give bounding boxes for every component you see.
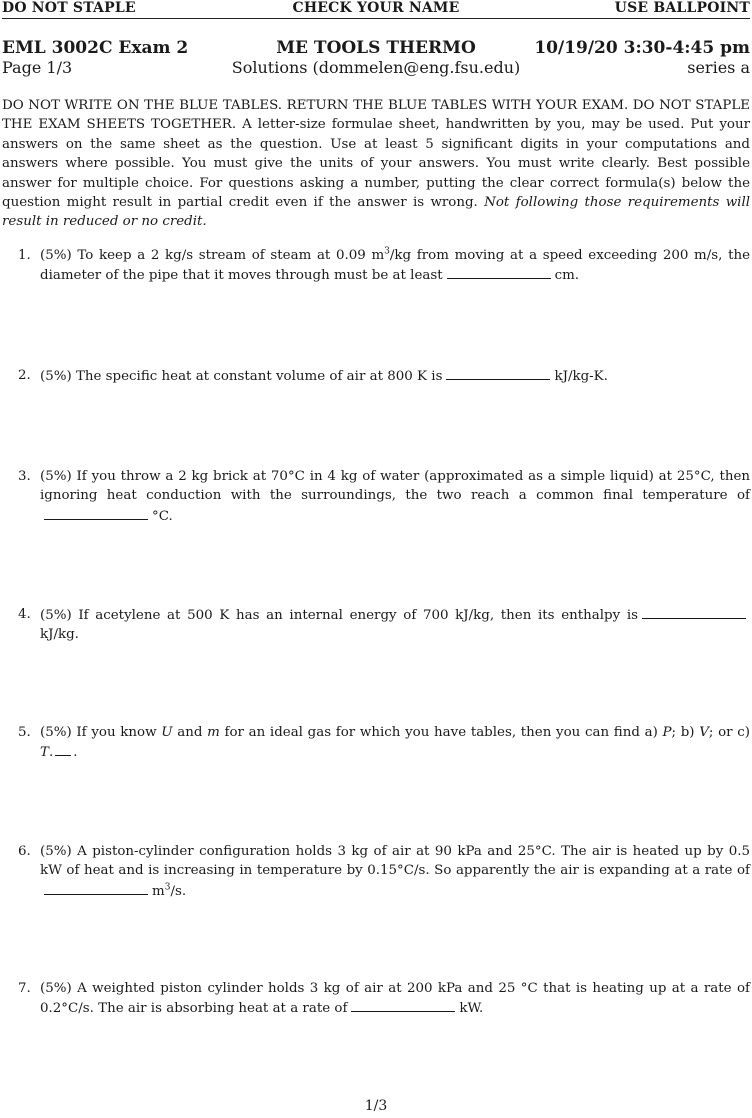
banner-do-not-staple: DO NOT STAPLE [2,0,136,16]
question-number: 7. [18,981,31,996]
question-6-text: (5%) A piston-cylinder configuration holds 3 kg of air at 90 kPa and 25°C. The air is heated up by 0.5 kW of heat and is increasing in temperature by 0.15°C/s. So apparently the air is expanding at a rate of [40,844,750,879]
answer-unit: cm. [554,268,580,284]
answer-blank[interactable] [642,605,746,619]
option-t: T [40,745,49,761]
top-banner [2,0,750,19]
superscript: 3 [384,246,390,257]
variable-u: U [161,725,173,740]
question-number: 2. [18,368,31,383]
exam-datetime: 10/19/20 3:30-4:45 pm [534,38,750,58]
question-text [40,842,750,901]
answer-unit: kW. [459,1001,484,1017]
superscript: 3 [164,882,171,893]
question-3 [18,467,750,526]
question-5-text: for an ideal gas for which you have tables, then you can find a) [219,725,663,740]
question-1 [18,246,750,286]
question-5-text: ; b) [671,725,700,740]
question-number: 3. [18,469,31,484]
question-4 [18,605,750,645]
instructions-text: DO NOT WRITE ON THE BLUE TABLES. RETURN THE BLUE TABLES WITH YOUR EXAM. DO NOT STAPLE THE EXAM SHEETS TOGETHER. A letter-size formulae sheet, handwritten by you, may be used. Put your answers on the same sheet as the question. Use at least 5 significant digits in your computations and answers where possible. You must give the units of your answers. You must write clearly. Best possible answer for multiple choice. For questions asking a number, putting the clear correct formula(s) below the question might result in partial credit even if the answer is wrong. [2,98,750,211]
question-number: 6. [18,844,31,859]
question-text [40,723,750,763]
question-5-text: (5%) If you know [40,725,162,740]
series-label: series a [687,58,750,77]
answer-unit: kJ/kg-K. [554,369,608,384]
answer-blank[interactable] [44,881,148,895]
question-5-text: . [48,745,54,761]
answer-blank[interactable] [55,742,71,756]
answer-end: . [73,745,78,761]
question-1-text: (5%) To keep a 2 kg/s stream of steam at 0.09 m [40,248,385,263]
solutions-contact: Solutions (dommelen@eng.fsu.edu) [231,58,521,77]
question-text [40,979,750,1019]
banner-check-name: CHECK YOUR NAME [292,0,460,16]
header-line-1 [2,38,750,60]
option-v: V [699,725,709,740]
question-number: 1. [18,248,31,263]
question-2 [18,366,750,386]
option-p: P [662,725,672,740]
page-indicator: Page 1/3 [2,58,73,77]
answer-blank[interactable] [446,366,550,380]
instructions-emphasis: Not following those requirements will result in reduced or no credit. [2,195,751,230]
answer-blank[interactable] [351,998,455,1012]
question-3-text: (5%) If you throw a 2 kg brick at 70°C in 4 kg of water (approximated as a simple liquid) at 25°C, then ignoring heat conduction with the surroundings, the two reach a common final temperature of [40,469,750,504]
page-number-footer: 1/3 [364,1098,388,1114]
question-7-text: (5%) A weighted piston cylinder holds 3 kg of air at 200 kPa and 25 °C that is heating up at a rate of 0.2°C/s. The air is absorbing heat at a rate of [40,981,750,1017]
question-number: 4. [18,607,31,622]
question-number: 5. [18,725,31,740]
answer-unit: kJ/kg. [40,627,79,643]
question-text [40,605,750,645]
question-2-text: (5%) The specific heat at constant volume of air at 800 K is [40,369,443,384]
variable-m: m [207,725,220,740]
answer-unit-cont: /s. [170,883,187,899]
answer-blank[interactable] [44,506,148,520]
exam-title: ME TOOLS THERMO [276,38,476,58]
question-5 [18,723,750,763]
question-text [40,467,750,526]
question-5-text: ; or c) [708,725,750,740]
course-title: EML 3002C Exam 2 [2,38,189,58]
header-line-2 [2,58,750,80]
question-5-text: and [172,725,208,740]
question-text [40,366,750,386]
banner-use-ballpoint: USE BALLPOINT [614,0,750,16]
answer-unit: °C. [152,508,173,524]
question-6 [18,842,750,901]
answer-unit: m [152,883,165,899]
question-1-text-cont: /kg from moving at a speed exceeding 200 m/s, the diameter of the pipe that it moves through must be at least [40,248,750,284]
instructions [2,96,750,232]
answer-blank[interactable] [447,265,551,279]
question-text [40,246,750,286]
question-7 [18,979,750,1019]
question-4-text: (5%) If acetylene at 500 K has an internal energy of 700 kJ/kg, then its enthalpy is [40,608,638,623]
